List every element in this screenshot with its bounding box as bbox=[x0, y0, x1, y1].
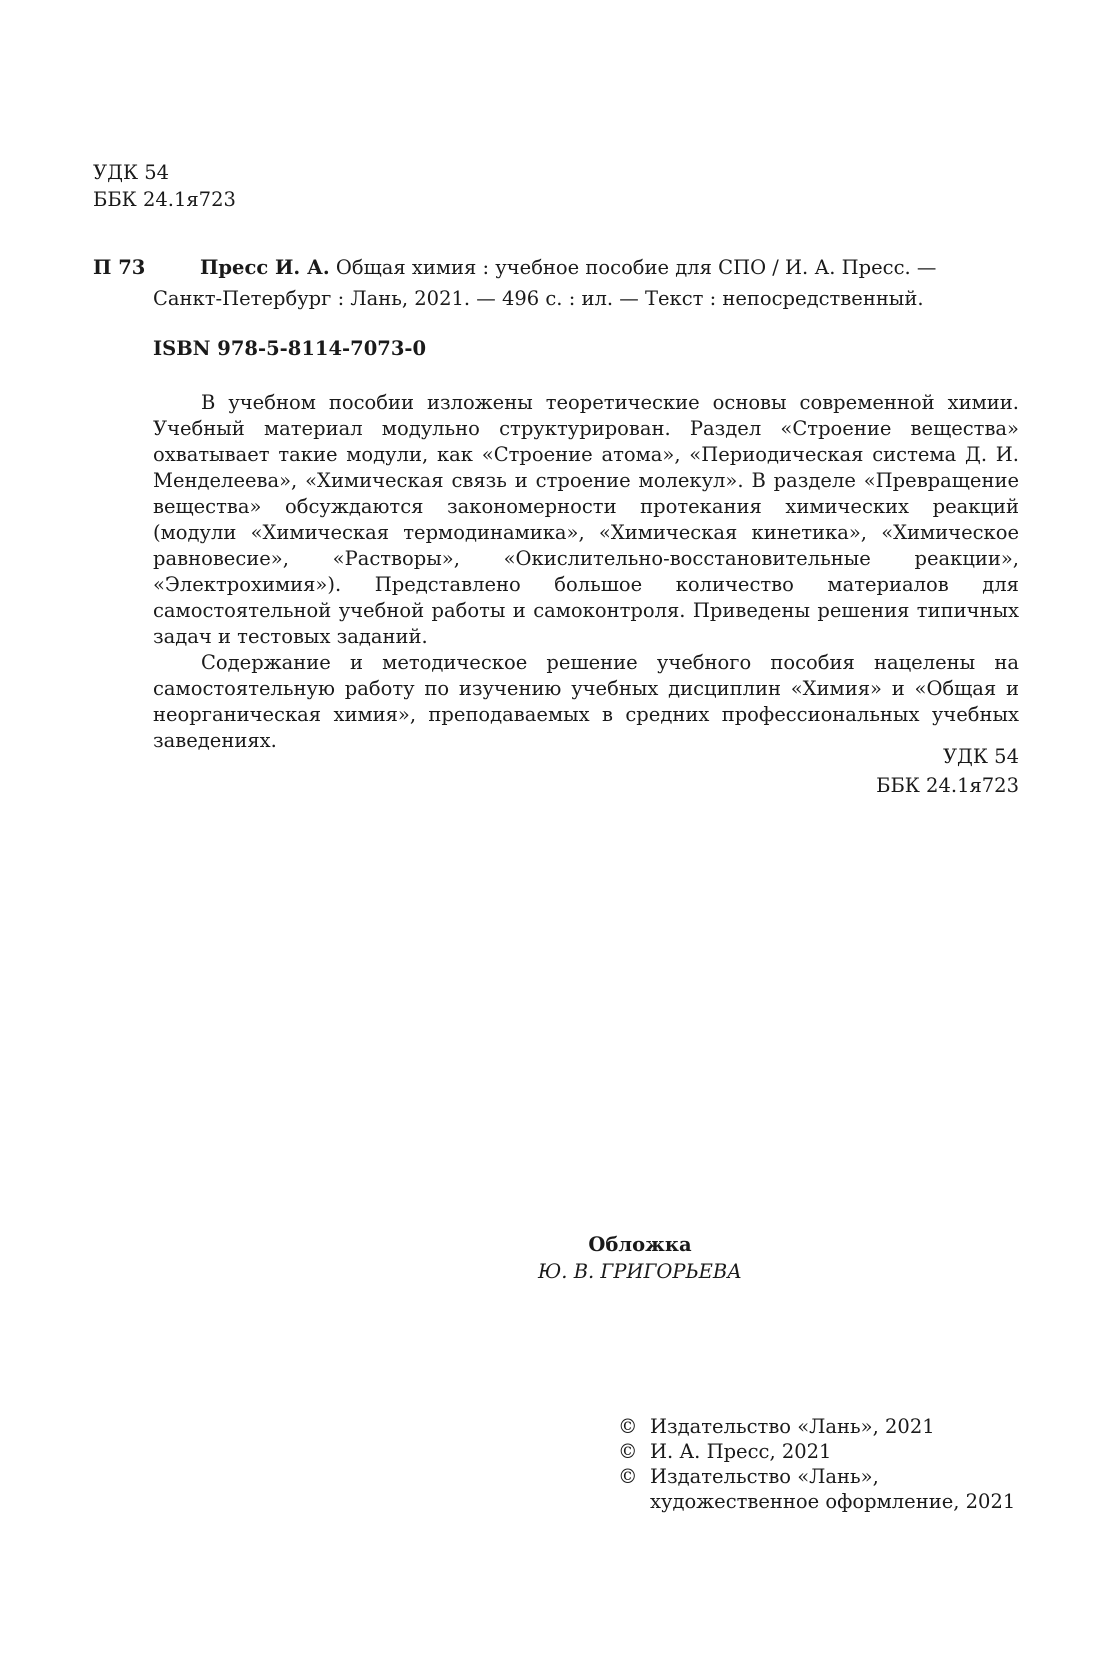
copyright-text-2: И. А. Пресс, 2021 bbox=[650, 1440, 832, 1463]
copyright-row-1 bbox=[618, 1414, 1038, 1439]
abstract-paragraph-2: Содержание и методическое решение учебного пособия нацелены на самостоятельную работу по изучению учебных дисциплин «Химия» и «Общая и неорганическая химия», преподаваемых в средних профессиональных учебных заведениях. bbox=[153, 651, 1019, 752]
copyright-text-3a: Издательство «Лань», bbox=[650, 1465, 879, 1488]
title-statement: Общая химия : учебное пособие для СПО / И. А. Пресс. — bbox=[335, 256, 937, 279]
copyright-symbol: © bbox=[618, 1440, 638, 1463]
bbk-right: ББК 24.1я723 bbox=[876, 774, 1019, 797]
copyright-text-1: Издательство «Лань», 2021 bbox=[650, 1415, 935, 1438]
cover-designer: Ю. В. ГРИГОРЬЕВА bbox=[538, 1260, 742, 1283]
catalog-code: П 73 bbox=[93, 256, 146, 279]
udk-top: УДК 54 bbox=[93, 161, 170, 184]
copyright-block bbox=[618, 1414, 1038, 1514]
copyright-text-3b: художественное оформление, 2021 bbox=[650, 1490, 1016, 1513]
catalog-line-1 bbox=[200, 255, 936, 281]
copyright-row-2 bbox=[618, 1439, 1038, 1464]
bbk-top: ББК 24.1я723 bbox=[93, 188, 236, 211]
udk-right: УДК 54 bbox=[942, 745, 1019, 768]
catalog-line-2: Санкт-Петербург : Лань, 2021. — 496 с. : ил. — Текст : непосредственный. bbox=[153, 287, 924, 310]
copyright-row-4 bbox=[618, 1489, 1038, 1514]
copyright-row-3 bbox=[618, 1464, 1038, 1489]
abstract-paragraph-1: В учебном пособии изложены теоретические основы современной химии. Учебный материал модульно структурирован. Раздел «Строение вещества» охватывает такие модули, как «Строение атома», «Периодическая система Д. И. Менделеева», «Химическая связь и строение молекул». В разделе «Превращение вещества» обсуждаются закономерности протекания химических реакций (модули «Химическая термодинамика», «Химическая кинетика», «Химическое равновесие», «Растворы», «Окислительно-восстановительные реакции», «Электрохимия»). Представлено большое количество материалов для самостоятельной учебной работы и самоконтроля. Приведены решения типичных задач и тестовых заданий. bbox=[153, 391, 1019, 648]
cover-credit bbox=[520, 1232, 760, 1285]
copyright-symbol: © bbox=[618, 1415, 638, 1438]
isbn: ISBN 978-5-8114-7073-0 bbox=[153, 337, 427, 360]
abstract bbox=[153, 390, 1019, 754]
cover-label: Обложка bbox=[588, 1233, 692, 1256]
copyright-symbol: © bbox=[618, 1465, 638, 1488]
author-name: Пресс И. А. bbox=[200, 256, 330, 279]
